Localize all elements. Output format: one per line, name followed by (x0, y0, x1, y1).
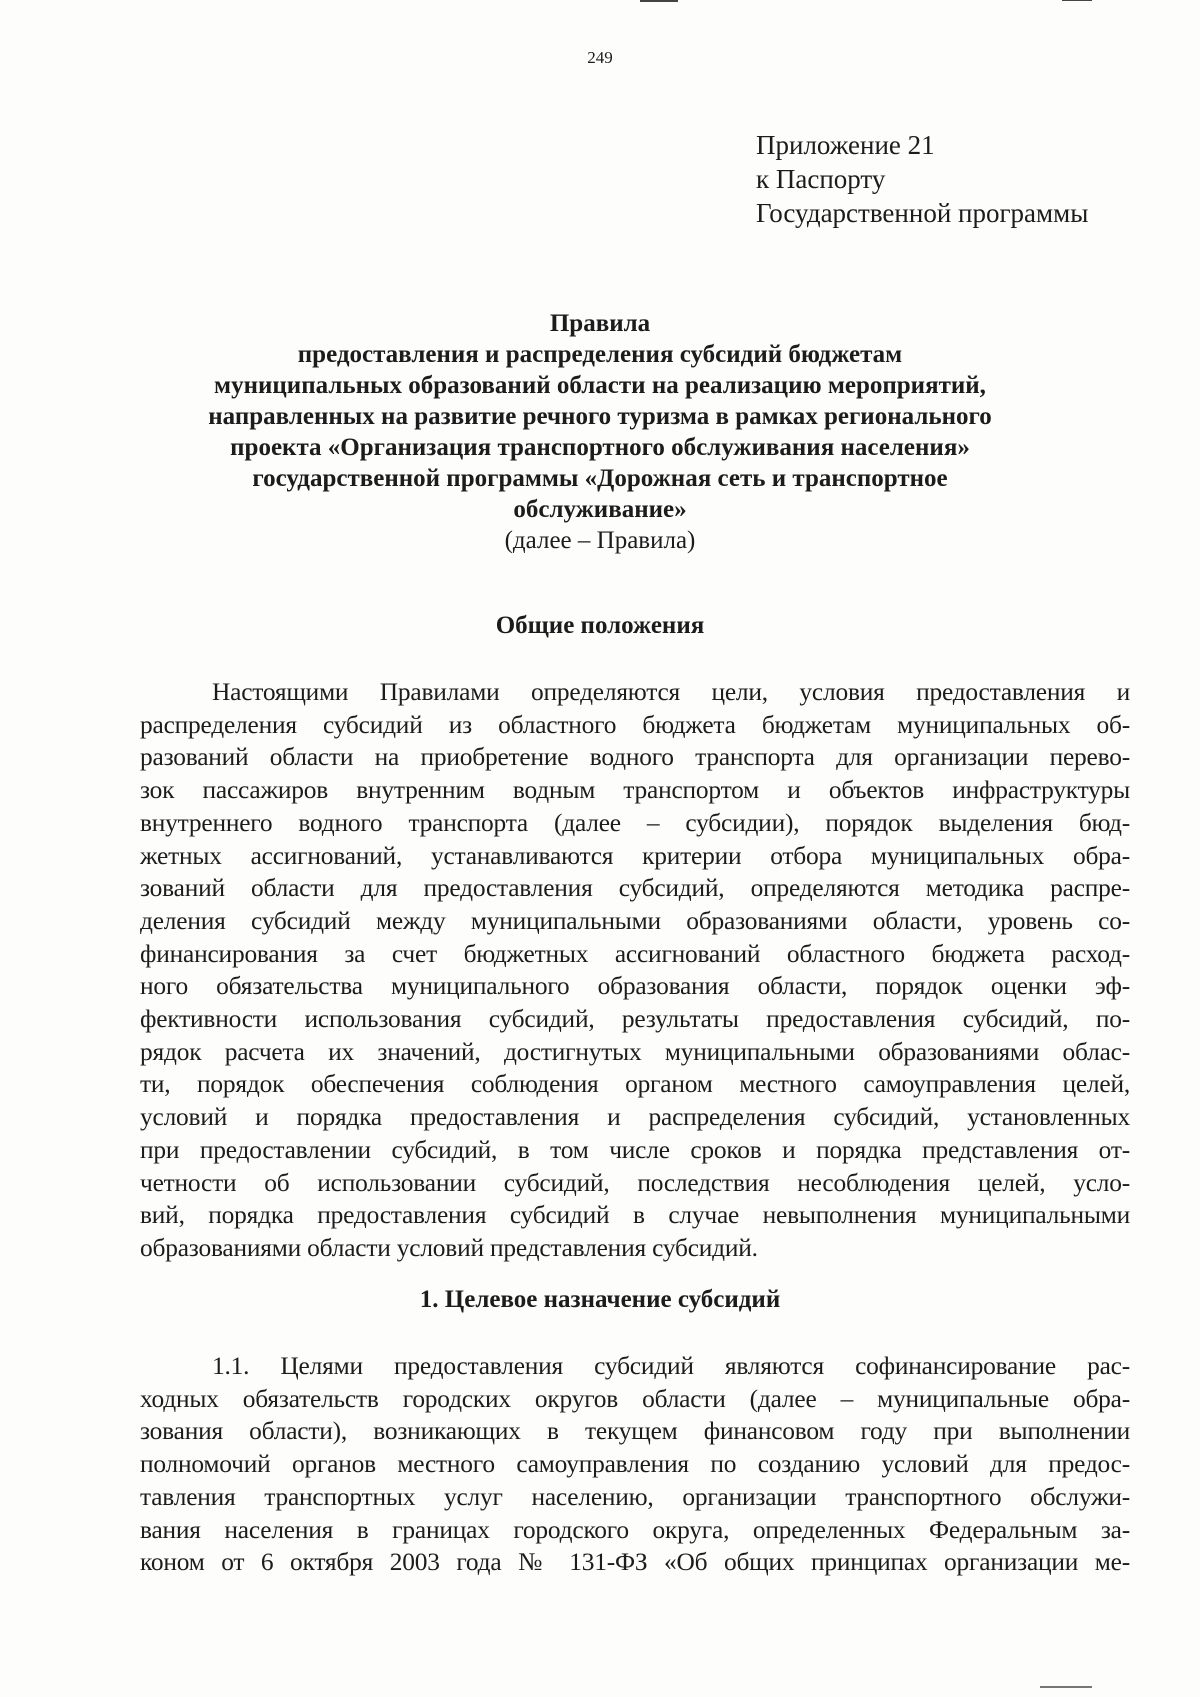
text-line: образованиями области условий представления субсидий. (140, 1233, 758, 1262)
title-line: Правила (549, 310, 651, 337)
text-line: ного обязательства муниципального образования области, порядок оценки эф- (140, 972, 1130, 1001)
text-line: тавления транспортных услуг населению, организации транспортного обслужи- (140, 1482, 1130, 1511)
annex-reference (756, 128, 1088, 230)
text-line: рядок расчета их значений, достигнутых муниципальными образованиями облас- (140, 1037, 1130, 1066)
text-line: зований области для предоставления субсидий, определяются методика распре- (140, 874, 1130, 903)
text-line: полномочий органов местного самоуправления по созданию условий для предос- (140, 1450, 1130, 1479)
text-line: фективности использования субсидий, результаты предоставления субсидий, по- (140, 1005, 1130, 1034)
text-line: Настоящими Правилами определяются цели, условия предоставления и (212, 678, 1130, 706)
page-number: 249 (587, 48, 613, 67)
text-line: внутреннего водного транспорта (далее – субсидии), порядок выделения бюд- (140, 808, 1130, 837)
scan-artifact (640, 0, 678, 2)
text-line: при предоставлении субсидий, в том числе сроков и порядка представления от- (140, 1135, 1130, 1164)
scan-artifact (1040, 1686, 1092, 1688)
title-line: государственной программы «Дорожная сеть и транспортное (252, 465, 948, 492)
text-line: деления субсидий между муниципальными образованиями области, уровень со- (140, 906, 1130, 935)
text-line: разований области на приобретение водного транспорта для организации перево- (140, 743, 1130, 772)
text-line: вания населения в границах городского округа, определенных Федеральным за- (140, 1515, 1130, 1544)
title-line: муниципальных образований области на реализацию мероприятий, (214, 372, 986, 399)
text-line: зования области), возникающих в текущем финансовом году при выполнении (140, 1417, 1130, 1446)
text-line: 1.1. Целями предоставления субсидий являются софинансирование рас- (212, 1352, 1130, 1380)
scan-artifact (1062, 0, 1092, 1)
title-note: (далее – Правила) (504, 527, 696, 554)
title-line: проекта «Организация транспортного обслуживания населения» (230, 434, 970, 461)
annex-line: к Паспорту (756, 164, 886, 194)
text-line: условий и порядка предоставления и распределения субсидий, установленных (140, 1103, 1130, 1132)
paragraph-1-1 (140, 1350, 1130, 1579)
text-line: вий, порядка предоставления субсидий в случае невыполнения муниципальными (140, 1201, 1130, 1230)
section-heading-general: Общие положения (495, 612, 705, 639)
text-line: жетных ассигнований, устанавливаются критерии отбора муниципальных обра- (140, 841, 1130, 870)
text-line: ти, порядок обеспечения соблюдения органом местного самоуправления целей, (140, 1070, 1130, 1099)
annex-line: Приложение 21 (756, 130, 935, 160)
text-line: ходных обязательств городских округов области (далее – муниципальные обра- (140, 1384, 1130, 1413)
title-line: обслуживание» (513, 496, 687, 523)
title-line: направленных на развитие речного туризма в рамках регионального (208, 403, 992, 430)
text-line: четности об использовании субсидий, последствия несоблюдения целей, усло- (140, 1168, 1130, 1197)
paragraph-general (140, 676, 1130, 1265)
text-line: распределения субсидий из областного бюджета бюджетам муниципальных об- (140, 710, 1130, 739)
section-heading-1: 1. Целевое назначение субсидий (419, 1286, 781, 1313)
title-line: предоставления и распределения субсидий бюджетам (297, 341, 903, 368)
text-line: зок пассажиров внутренним водным транспортом и объектов инфраструктуры (140, 776, 1130, 805)
annex-line: Государственной программы (756, 198, 1089, 228)
text-line: коном от 6 октября 2003 года № 131-ФЗ «Об общих принципах организации ме- (140, 1548, 1130, 1577)
document-title (150, 308, 1050, 556)
text-line: финансирования за счет бюджетных ассигнований областного бюджета расход- (140, 939, 1130, 968)
